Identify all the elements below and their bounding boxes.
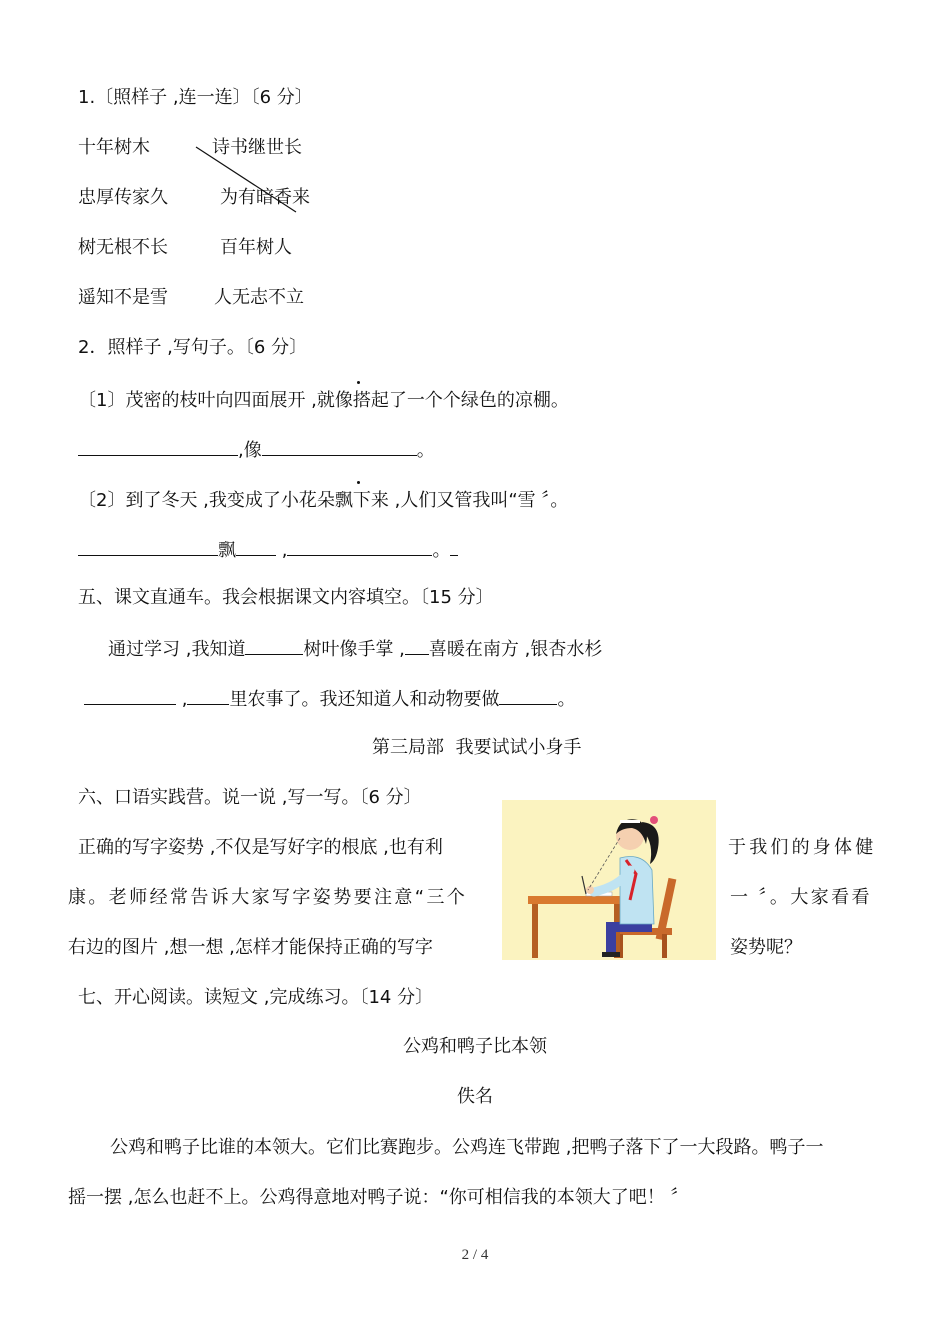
story-paragraph-line-2: 摇一摆 ,怎么也赶不上。公鸡得意地对鸭子说：“你可相信我的本领大了吧！ 〞 xyxy=(68,1187,689,1208)
fill-text: 。 xyxy=(432,540,451,561)
q1-right-1: 诗书继世长 xyxy=(212,137,302,158)
q6-title: 六、口语实践营。说一说 ,写一写。〔6 分〕 xyxy=(78,787,422,808)
q7-title: 七、开心阅读。读短文 ,完成练习。〔14 分〕 xyxy=(78,987,434,1008)
q2-fill-line-2 xyxy=(78,537,458,563)
q2-fill-line-1 xyxy=(78,437,435,463)
q1-left-3: 树无根不长 xyxy=(78,237,168,258)
fill-text: 于我们的身体健 xyxy=(728,837,877,858)
q2-sentence-1: 〔1〕茂密的枝叶向四面展开 ,就像搭起了一个个绿色的凉棚。 xyxy=(78,390,569,411)
blank[interactable] xyxy=(245,636,303,655)
writing-posture-picture xyxy=(502,800,716,960)
blank[interactable] xyxy=(236,537,276,556)
q6-line-3-left: 右边的图片 ,想一想 ,怎样才能保持正确的写字 xyxy=(68,937,433,958)
q2-sentence-2: 〔2〕到了冬天 ,我变成了小花朵飘下来 ,人们又管我叫“雪 〞。 xyxy=(78,490,569,511)
blank[interactable] xyxy=(187,686,229,705)
fill-text: 通过学习 ,我知道 xyxy=(108,639,246,660)
q6-line-2-right: 一 〞。大家看看 xyxy=(730,887,872,908)
fill-text: 树叶像手掌 , xyxy=(303,639,405,660)
q6-line-1-left: 正确的写字姿势 ,不仅是写好字的根底 ,也有利 xyxy=(78,837,443,858)
page-number: 2 / 4 xyxy=(461,1247,489,1263)
fill-text: 。 xyxy=(557,689,576,710)
q6-line-1-right xyxy=(728,836,882,860)
blank[interactable] xyxy=(405,636,429,655)
q1-right-3: 百年树人 xyxy=(220,237,292,258)
fill-text: 里农事了。我还知道人和动物要做 xyxy=(229,689,500,710)
story-author: 佚名 xyxy=(457,1086,493,1107)
blank[interactable] xyxy=(78,437,238,456)
blank[interactable] xyxy=(78,537,218,556)
q5-line-2 xyxy=(84,686,575,712)
blank[interactable] xyxy=(499,686,557,705)
q2-title: 2．照样子 ,写句子。〔6 分〕 xyxy=(78,337,308,358)
q1-example-connector-line xyxy=(0,0,950,300)
q1-title: 1.〔照样子 ,连一连〕〔6 分〕 xyxy=(78,87,313,108)
emphasis-dot xyxy=(357,481,360,484)
q6-line-3-right: 姿势呢？ xyxy=(730,937,802,958)
q6-line-2-left: 康。老师经常告诉大家写字姿势要注意“三个 xyxy=(68,887,468,908)
q1-left-4: 遥知不是雪 xyxy=(78,287,168,308)
blank[interactable] xyxy=(287,537,432,556)
story-title: 公鸡和鸭子比本领 xyxy=(403,1036,547,1057)
part3-title: 第三局部 我要试试小身手 xyxy=(372,737,582,758)
blank[interactable] xyxy=(84,686,176,705)
fill-text: ,像 xyxy=(238,440,262,461)
q1-right-2: 为有暗香来 xyxy=(220,187,310,208)
q1-left-1: 十年树木 xyxy=(78,137,150,158)
q5-line-1 xyxy=(108,636,602,662)
fill-text: , xyxy=(181,689,188,710)
blank xyxy=(450,537,458,556)
emphasis-dot xyxy=(357,381,360,384)
q5-title: 五、课文直通车。我会根据课文内容填空。〔15 分〕 xyxy=(78,587,494,608)
fill-text: 。 xyxy=(416,440,435,461)
fill-text: 喜暖在南方 ,银杏水杉 xyxy=(428,639,603,660)
blank[interactable] xyxy=(262,437,417,456)
story-paragraph-line-1: 公鸡和鸭子比谁的本领大。它们比赛跑步。公鸡连飞带跑 ,把鸭子落下了一大段路。鸭子一 xyxy=(110,1137,824,1158)
q1-right-4: 人无志不立 xyxy=(214,287,304,308)
fill-text: 飘 xyxy=(218,540,236,561)
q1-left-2: 忠厚传家久 xyxy=(78,187,168,208)
fill-text: , xyxy=(281,540,288,561)
